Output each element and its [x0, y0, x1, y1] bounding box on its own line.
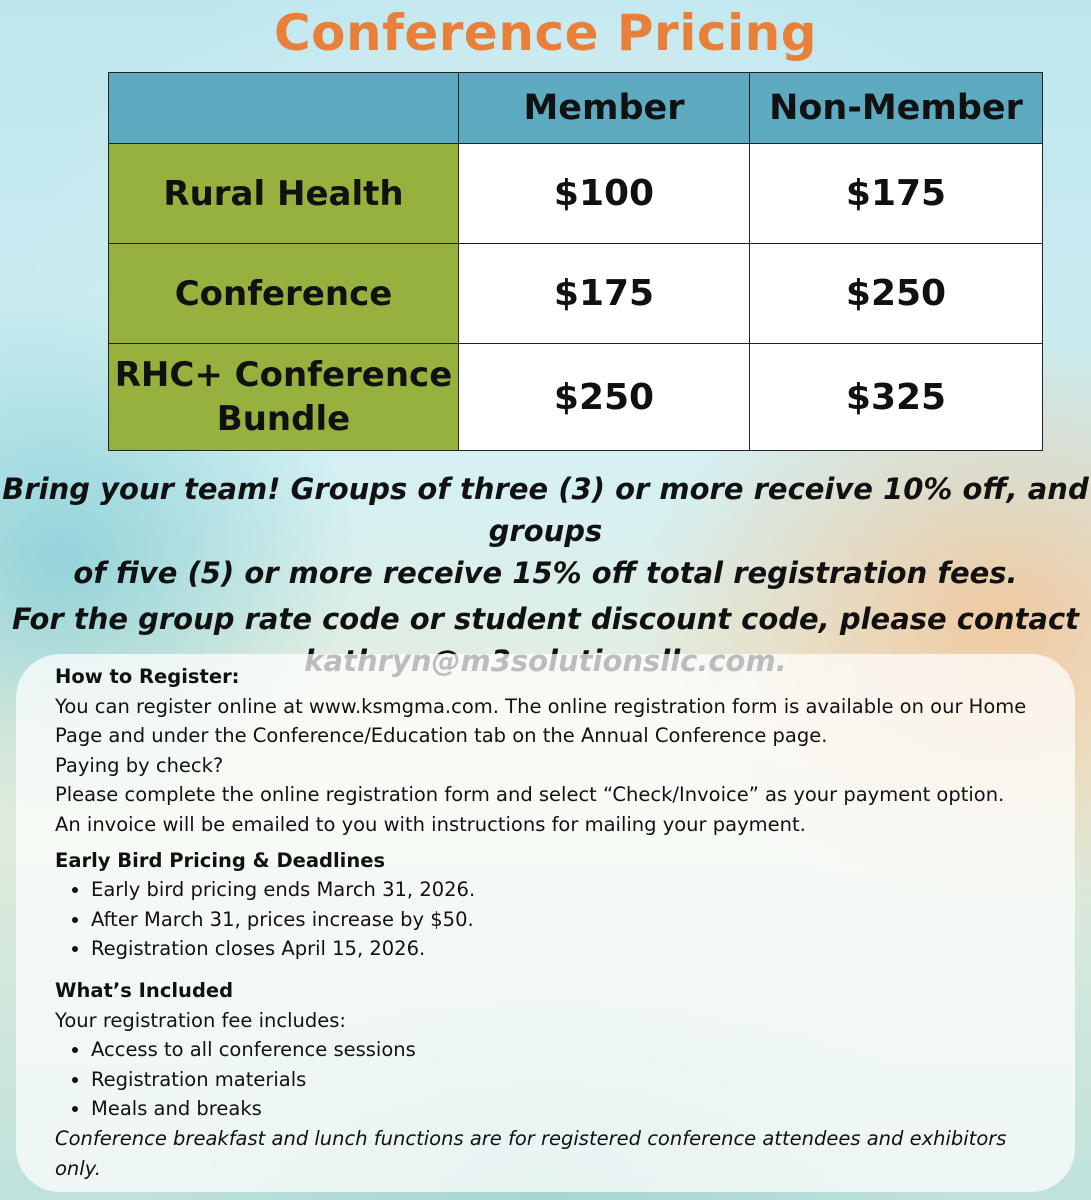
price-member: $175 — [459, 244, 750, 344]
list-item: • Registration closes April 15, 2026. — [91, 934, 1051, 964]
group-discount-promo — [0, 468, 1091, 682]
list-item: • Registration materials — [91, 1065, 1051, 1095]
page-title: Conference Pricing — [273, 4, 818, 62]
register-text-3: Paying by check? — [55, 753, 224, 777]
register-text-4: Please complete the online registration form and select “Check/Invoice” as your payment option. — [55, 783, 1005, 807]
header-non-member: Non-Member — [750, 73, 1043, 144]
early-bird-list — [55, 875, 1051, 964]
row-label-bundle-line2: Bundle — [216, 399, 351, 439]
table-row — [109, 244, 1043, 344]
price-member: $100 — [459, 144, 750, 244]
row-label-rural-health: Rural Health — [109, 144, 459, 244]
meal-note-line2: only. — [55, 1156, 101, 1180]
early-bird-heading: Early Bird Pricing & Deadlines — [55, 848, 386, 872]
pricing-table — [108, 72, 1043, 451]
list-item: • After March 31, prices increase by $50. — [91, 905, 1051, 935]
header-empty-cell — [109, 73, 459, 144]
included-intro: Your registration fee includes: — [55, 1008, 346, 1032]
list-item: • Early bird pricing ends March 31, 2026. — [91, 875, 1051, 905]
register-text-5: An invoice will be emailed to you with instructions for mailing your payment. — [55, 812, 806, 836]
row-label-bundle — [109, 344, 459, 451]
row-label-bundle-line1: RHC+ Conference — [114, 355, 453, 395]
whats-included-heading: What’s Included — [55, 978, 234, 1002]
how-to-register-heading: How to Register: — [55, 665, 240, 688]
price-member: $250 — [459, 344, 750, 451]
register-text-2: Page and under the Conference/Education tab on the Annual Conference page. — [55, 724, 828, 748]
price-non-member: $175 — [750, 144, 1043, 244]
included-list — [55, 1035, 1051, 1124]
meal-note-line1: Conference breakfast and lunch functions are for registered conference attendees and exhibitors — [55, 1126, 1007, 1150]
promo-line — [0, 468, 1091, 594]
table-header-row — [109, 73, 1043, 144]
promo-text-2: of five (5) or more receive 15% off total registration fees. — [73, 556, 1018, 590]
table-row — [109, 344, 1043, 451]
table-row — [109, 144, 1043, 244]
promo-text-1: Bring your team! Groups of three (3) or more receive 10% off, and groups — [2, 472, 1089, 548]
price-non-member: $250 — [750, 244, 1043, 344]
price-non-member: $325 — [750, 344, 1043, 451]
info-panel — [16, 654, 1075, 1192]
list-item: • Meals and breaks — [91, 1094, 1051, 1124]
meal-note — [55, 1124, 1051, 1183]
register-text-1: You can register online at www.ksmgma.com. The online registration form is available on our Home — [55, 694, 1027, 718]
row-label-conference: Conference — [109, 244, 459, 344]
promo-text-3: For the group rate code or student discount code, please contact — [11, 602, 1080, 636]
list-item: • Access to all conference sessions — [91, 1035, 1051, 1065]
header-member: Member — [459, 73, 750, 144]
